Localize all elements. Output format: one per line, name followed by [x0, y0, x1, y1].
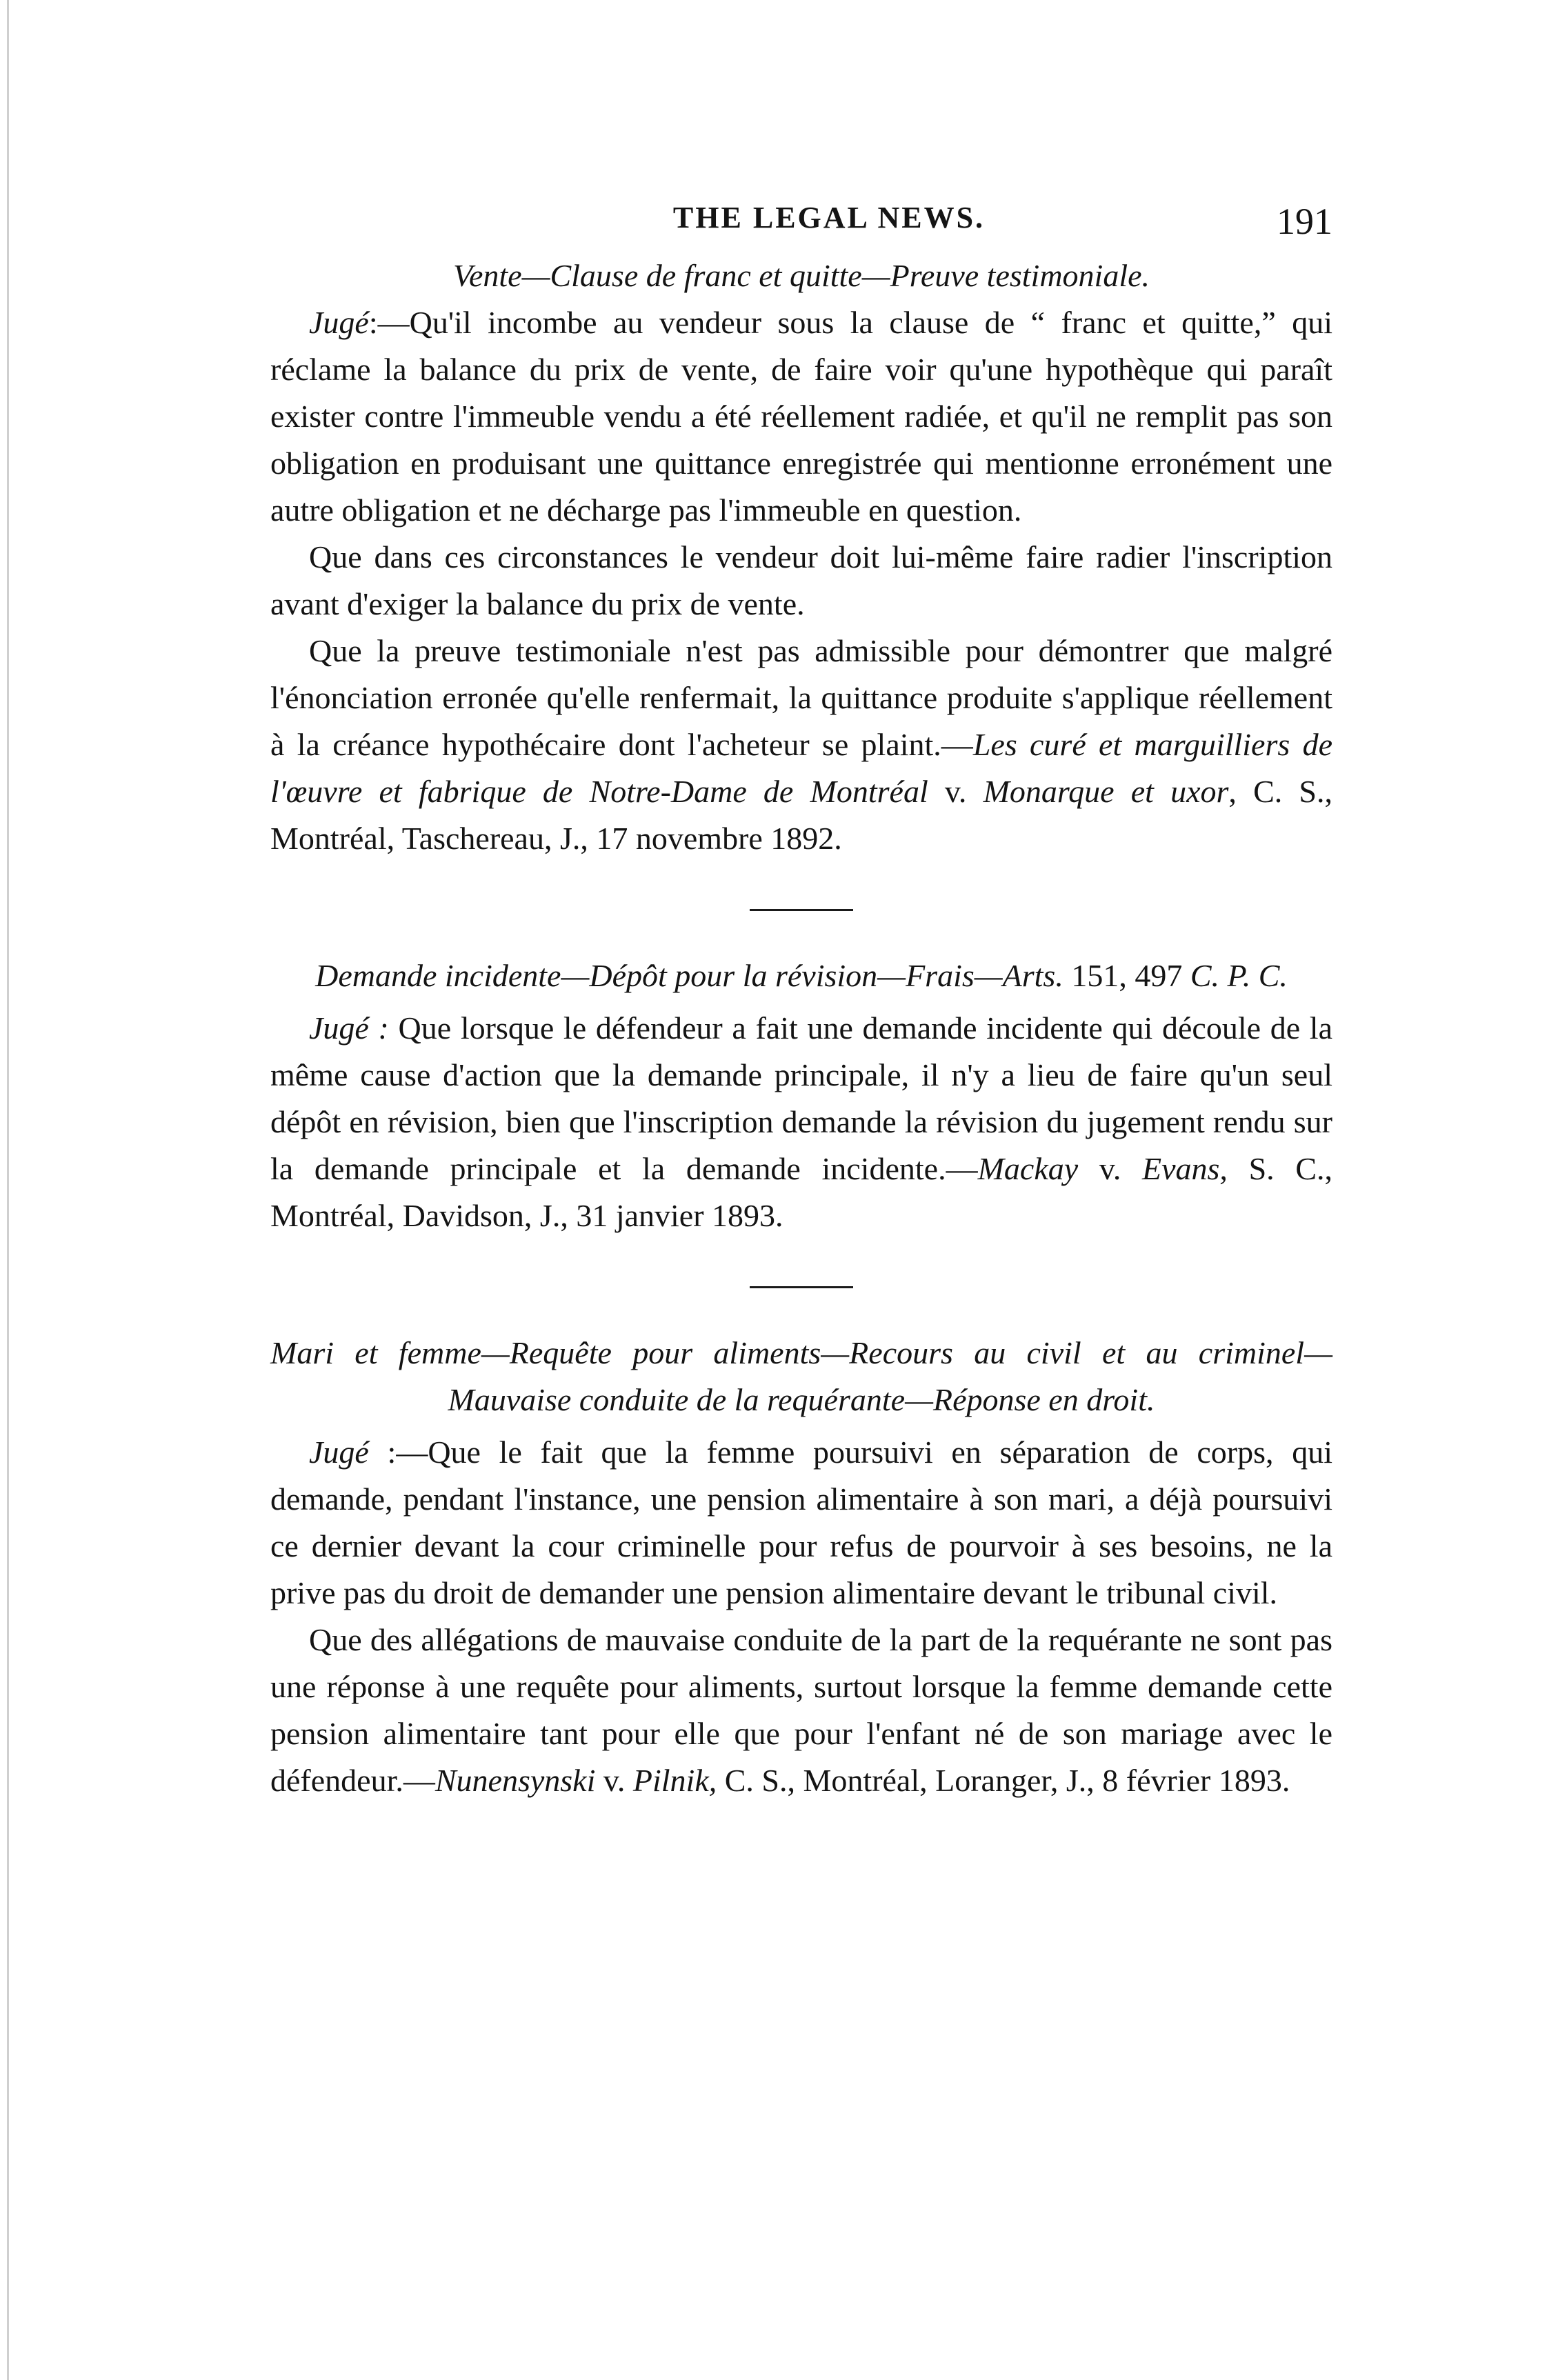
- juge-lead: Jugé :: [309, 1010, 389, 1046]
- heading-italic: Demande incidente—Dépôt pour la révision—Frais—Arts.: [315, 958, 1063, 993]
- citation-court: , C. S., Montréal, Taschereau, J., 17 novembre 1892.: [270, 774, 1333, 856]
- citation-court: S. C., Montréal, Davidson, J., 31 janvier 1893.: [270, 1151, 1332, 1233]
- case-paragraph: [270, 1429, 1332, 1617]
- heading-articles: 151, 497: [1063, 958, 1190, 993]
- section-divider: [750, 909, 853, 911]
- citation-versus: v.: [595, 1763, 633, 1798]
- running-head: [270, 200, 1332, 250]
- juge-lead: Jugé: [309, 1434, 369, 1470]
- case-paragraph: [270, 1005, 1332, 1239]
- paragraph-text: Que des allégations de mauvaise conduite de la part de la requérante ne sont pas une réponse à une requête pour aliments, surtout lorsque la femme demande cette pension alimentaire tant pour elle que pour l'enfant né de son mariage avec le défendeur.—: [270, 1622, 1332, 1798]
- scan-margin-line: [7, 0, 9, 2380]
- page-number: 191: [1277, 201, 1332, 242]
- paragraph-text: :—Qu'il incombe au vendeur sous la clause de “ franc et quitte,” qui réclame la balance du prix de vente, de faire voir qu'une hypothèque qui paraît exister contre l'immeuble vendu a été réellement radiée, et qu'il ne remplit pas son obligation en produisant une quittance enregistrée qui mentionne erronément une autre obligation et ne décharge pas l'immeuble en question.: [270, 305, 1332, 528]
- page: [270, 200, 1332, 1804]
- case-heading: Mari et femme—Requête pour aliments—Recours au civil et au criminel—Mauvaise conduite de la requérante—Réponse en droit.: [270, 1335, 1332, 1417]
- citation-party: Monarque et uxor: [983, 774, 1229, 809]
- citation-party: Les curé et marguilliers de l'œuvre et fabrique de Notre-Dame de Montréal: [270, 727, 1332, 809]
- juge-lead: Jugé: [309, 305, 369, 340]
- case-2: [270, 952, 1332, 1239]
- paragraph-text: Que dans ces circonstances le vendeur doit lui-même faire radier l'inscription avant d'exiger la balance du prix de vente.: [270, 539, 1332, 621]
- citation-versus: v.: [1078, 1151, 1142, 1186]
- citation-party: Nunensynski: [435, 1763, 596, 1798]
- citation-party: Mackay: [977, 1151, 1079, 1186]
- case-heading: Vente—Clause de franc et quitte—Preuve testimoniale.: [452, 258, 1150, 293]
- case-heading: [270, 952, 1332, 999]
- paragraph-text: Que la preuve testimoniale n'est pas admissible pour démontrer que malgré l'énonciation erronée qu'elle renfermait, la quittance produite s'applique réellement à la créance hypothécaire dont l'acheteur se plaint.—: [270, 633, 1332, 762]
- section-divider: [750, 1286, 853, 1288]
- citation-versus: v.: [928, 774, 983, 809]
- citation-court: C. S., Montréal, Loranger, J., 8 février 1893.: [717, 1763, 1290, 1798]
- case-1: [270, 252, 1332, 862]
- case-paragraph: [270, 299, 1332, 534]
- case-3: [270, 1330, 1332, 1804]
- case-paragraph: [270, 534, 1332, 628]
- heading-code: C. P. C.: [1190, 958, 1288, 993]
- citation-party: Pilnik,: [632, 1763, 717, 1798]
- paragraph-text: Que lorsque le défendeur a fait une demande incidente qui découle de la même cause d'action que la demande principale, il n'y a lieu de faire qu'un seul dépôt en révision, bien que l'inscription demande la révision du jugement rendu sur la demande principale et la demande incidente.—: [270, 1010, 1332, 1186]
- case-paragraph: [270, 1617, 1332, 1804]
- running-title: THE LEGAL NEWS.: [672, 201, 986, 234]
- paragraph-text: :—Que le fait que la femme poursuivi en séparation de corps, qui demande, pendant l'instance, une pension alimentaire à son mari, a déjà poursuivi ce dernier devant la cour criminelle pour refus de pourvoir à ses besoins, ne la prive pas du droit de demander une pension alimentaire devant le tribunal civil.: [270, 1434, 1332, 1610]
- case-paragraph: [270, 628, 1332, 862]
- citation-party: Evans,: [1142, 1151, 1228, 1186]
